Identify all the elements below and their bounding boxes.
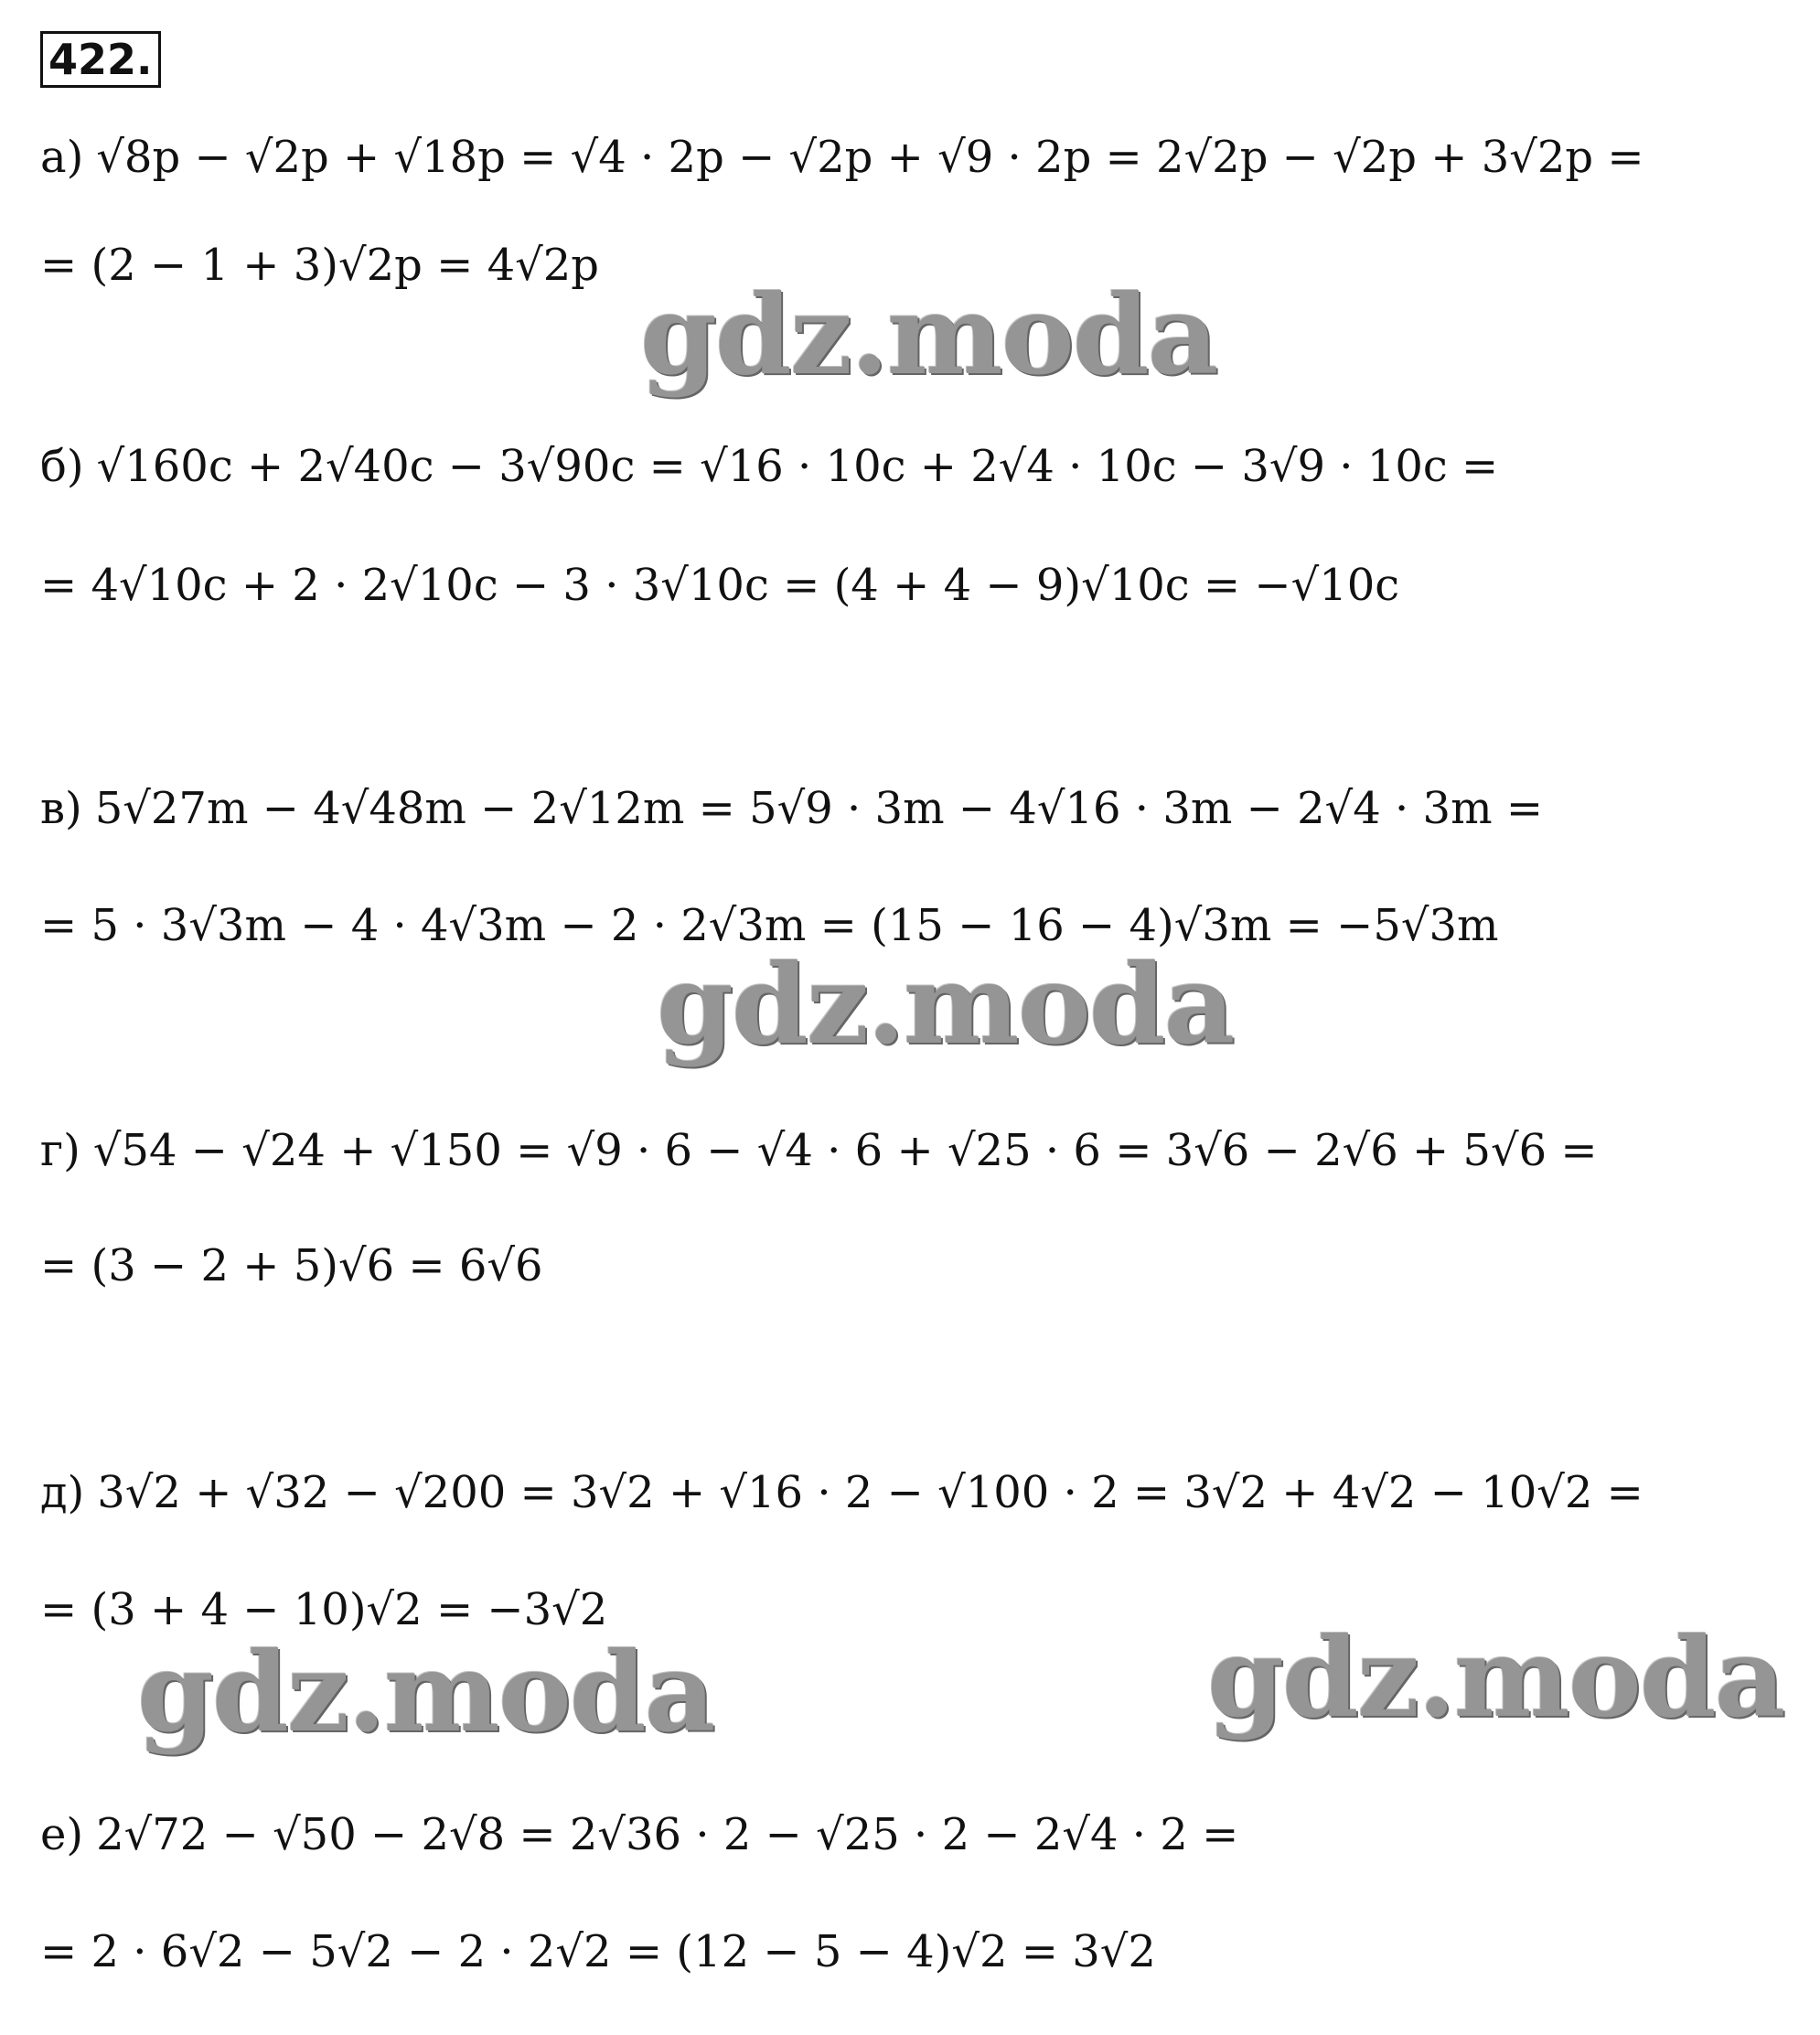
part-a-expression-1: √8p − √2p + √18p = √4 · 2p − √2p + √9 · 2p = 2√2p − √2p + 3√2p = bbox=[96, 132, 1644, 183]
part-d-line-1 bbox=[40, 1463, 1643, 1522]
problem-number: 422. bbox=[40, 31, 161, 88]
watermark-4: gdz.moda bbox=[1207, 1613, 1784, 1742]
part-d-label: д) bbox=[40, 1467, 85, 1518]
part-b-expression-2: = 4√10c + 2 · 2√10c − 3 · 3√10c = (4 + 4 − 9)√10c = −√10c bbox=[40, 560, 1400, 611]
part-g-label: г) bbox=[40, 1125, 80, 1176]
part-e-expression-2: = 2 · 6√2 − 5√2 − 2 · 2√2 = (12 − 5 − 4)√2 = 3√2 bbox=[40, 1926, 1156, 1977]
part-e-line-1 bbox=[40, 1805, 1238, 1864]
part-a-expression-2: = (2 − 1 + 3)√2p = 4√2p bbox=[40, 240, 599, 291]
watermark-1: gdz.moda bbox=[640, 271, 1217, 400]
part-a-label: а) bbox=[40, 132, 84, 183]
part-a-line-2 bbox=[40, 236, 599, 295]
part-g-expression-1: √54 − √24 + √150 = √9 · 6 − √4 · 6 + √25 · 6 = 3√6 − 2√6 + 5√6 = bbox=[92, 1125, 1598, 1176]
part-b-expression-1: √160c + 2√40c − 3√90c = √16 · 10c + 2√4 · 10c − 3√9 · 10c = bbox=[96, 441, 1499, 492]
part-v-line-1 bbox=[40, 779, 1543, 838]
part-b-line-1 bbox=[40, 437, 1498, 496]
part-d-expression-1: 3√2 + √32 − √200 = 3√2 + √16 · 2 − √100 · 2 = 3√2 + 4√2 − 10√2 = bbox=[97, 1467, 1643, 1518]
part-g-line-1 bbox=[40, 1121, 1598, 1180]
part-a-line-1 bbox=[40, 128, 1644, 187]
part-b-line-2 bbox=[40, 556, 1399, 615]
part-v-expression-1: 5√27m − 4√48m − 2√12m = 5√9 · 3m − 4√16 · 3m − 2√4 · 3m = bbox=[94, 783, 1544, 834]
part-v-label: в) bbox=[40, 783, 82, 834]
part-e-expression-1: 2√72 − √50 − 2√8 = 2√36 · 2 − √25 · 2 − 2√4 · 2 = bbox=[96, 1809, 1239, 1860]
part-d-expression-2: = (3 + 4 − 10)√2 = −3√2 bbox=[40, 1584, 608, 1635]
part-v-expression-2: = 5 · 3√3m − 4 · 4√3m − 2 · 2√3m = (15 − 16 − 4)√3m = −5√3m bbox=[40, 900, 1499, 951]
part-g-expression-2: = (3 − 2 + 5)√6 = 6√6 bbox=[40, 1240, 543, 1291]
part-g-line-2 bbox=[40, 1237, 543, 1295]
watermark-3: gdz.moda bbox=[137, 1628, 714, 1757]
part-b-label: б) bbox=[40, 441, 84, 492]
watermark-2: gdz.moda bbox=[657, 940, 1234, 1069]
part-e-line-2 bbox=[40, 1923, 1156, 1981]
part-e-label: е) bbox=[40, 1809, 84, 1860]
